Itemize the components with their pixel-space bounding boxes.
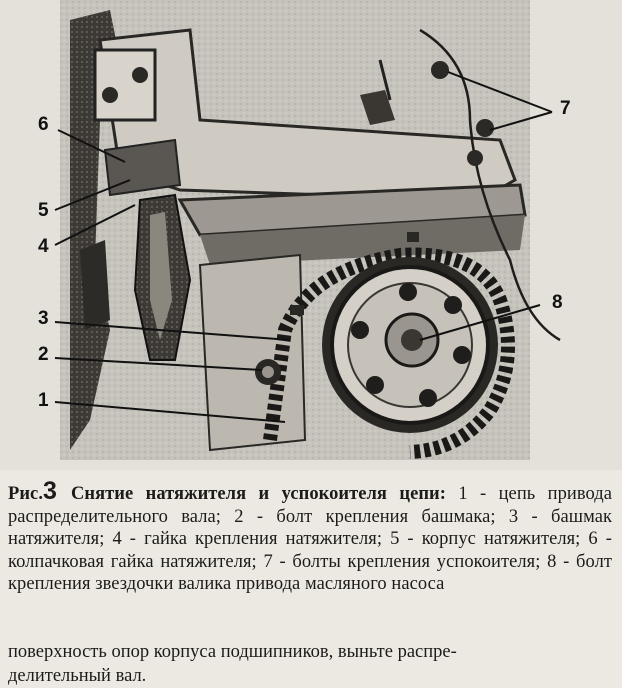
figure-title: Снятие натяжителя и успокоителя цепи: (70, 484, 446, 504)
callout-8: 8 (552, 292, 563, 313)
callout-7: 7 (560, 98, 571, 119)
body-line-1: поверхность опор корпуса подшипников, выньте распре- (8, 642, 457, 662)
body-paragraph (8, 640, 612, 688)
figure-caption (8, 477, 612, 596)
callout-6: 6 (38, 114, 49, 135)
body-line-2: делительный вал. (8, 666, 147, 686)
figure-legend-text: 1 - цепь привода распределительного вала; 2 - болт крепления башмака; 3 - башмак натяжителя; 4 - гайка крепления натяжителя; 5 - корпус натяжителя; 6 - колпачковая гайка натяжителя; 7 - болты крепления успокоителя; 8 - болт крепления звездочки валика привода масляного насоса (8, 484, 612, 594)
figure-number: 3 (43, 477, 57, 505)
callout-3: 3 (38, 308, 49, 329)
callout-5: 5 (38, 200, 49, 221)
callout-4: 4 (38, 236, 49, 257)
callout-2: 2 (38, 344, 49, 365)
figure-label: Рис. (8, 484, 43, 504)
callout-1: 1 (38, 390, 49, 411)
